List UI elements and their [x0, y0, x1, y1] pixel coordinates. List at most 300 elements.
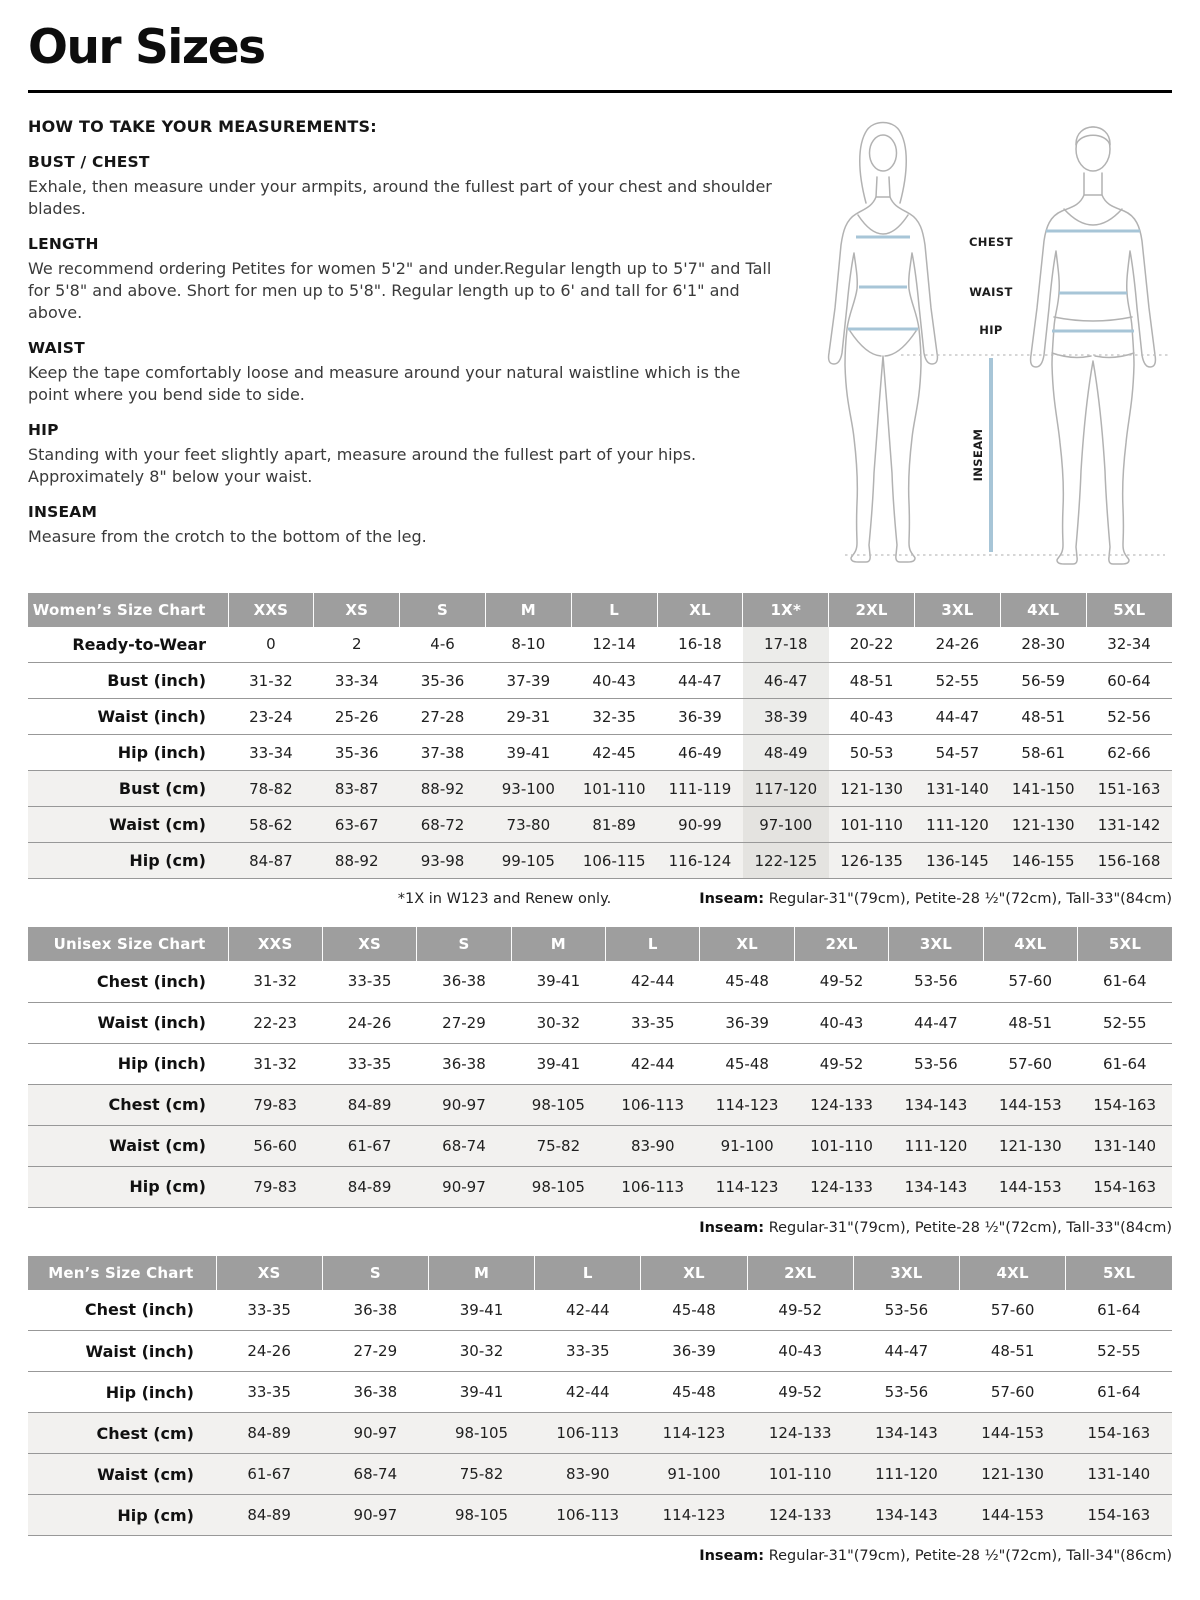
size-chart-header-row [28, 927, 1172, 961]
size-cell: 49-52 [794, 961, 888, 1002]
size-cell: 48-51 [1000, 699, 1086, 735]
size-cell: 84-89 [322, 1166, 416, 1207]
size-column-header: 5XL [1078, 927, 1172, 961]
unisex-size-chart-body [28, 961, 1172, 1207]
size-cell: 50-53 [829, 735, 915, 771]
size-column-header: XS [322, 927, 416, 961]
table-row [28, 699, 1172, 735]
size-cell: 84-89 [322, 1084, 416, 1125]
size-cell: 56-59 [1000, 663, 1086, 699]
size-cell: 27-29 [417, 1002, 511, 1043]
size-cell: 57-60 [983, 961, 1077, 1002]
size-column-header: S [417, 927, 511, 961]
female-head [870, 135, 897, 171]
size-cell: 33-35 [322, 1043, 416, 1084]
size-cell: 23-24 [228, 699, 314, 735]
size-cell: 24-26 [216, 1331, 322, 1372]
size-cell: 49-52 [747, 1372, 853, 1413]
table-row [28, 807, 1172, 843]
size-cell: 42-44 [535, 1372, 641, 1413]
row-label: Bust (cm) [28, 771, 228, 807]
size-cell: 83-90 [535, 1454, 641, 1495]
row-label: Bust (inch) [28, 663, 228, 699]
size-cell: 53-56 [889, 1043, 983, 1084]
size-cell: 36-38 [417, 961, 511, 1002]
row-label: Waist (cm) [28, 1454, 216, 1495]
instruction-title: BUST / CHEST [28, 152, 150, 171]
size-cell: 36-39 [641, 1331, 747, 1372]
size-cell: 36-39 [700, 1002, 794, 1043]
size-column-header: XXS [228, 927, 322, 961]
size-cell: 61-64 [1066, 1372, 1172, 1413]
row-label: Hip (inch) [28, 1043, 228, 1084]
instruction-hip [28, 421, 788, 488]
female-figure-outline [829, 122, 938, 562]
size-cell: 98-105 [511, 1084, 605, 1125]
size-cell: 136-145 [915, 843, 1001, 879]
mens-size-chart-header [28, 1256, 1172, 1290]
size-cell: 8-10 [485, 627, 571, 663]
size-cell: 106-115 [571, 843, 657, 879]
instruction-bust-chest [28, 153, 788, 220]
size-column-header: M [485, 593, 571, 627]
size-cell: 62-66 [1086, 735, 1172, 771]
womens-size-chart-table [28, 593, 1172, 880]
size-cell: 68-74 [322, 1454, 428, 1495]
size-cell: 106-113 [535, 1413, 641, 1454]
size-column-header: XXS [228, 593, 314, 627]
size-cell: 39-41 [511, 1043, 605, 1084]
size-cell: 49-52 [747, 1290, 853, 1331]
size-cell: 17-18 [743, 627, 829, 663]
size-cell: 24-26 [322, 1002, 416, 1043]
size-chart-title: Women’s Size Chart [28, 593, 228, 627]
size-cell: 131-140 [1066, 1454, 1172, 1495]
size-cell: 52-55 [915, 663, 1001, 699]
inseam-footnote-label: Inseam: [699, 1219, 765, 1236]
size-cell: 33-34 [228, 735, 314, 771]
size-cell: 22-23 [228, 1002, 322, 1043]
size-cell: 134-143 [889, 1166, 983, 1207]
size-cell: 121-130 [983, 1125, 1077, 1166]
mens-chart-footnotes [28, 1548, 1172, 1564]
inseam-footnote [699, 1220, 1172, 1236]
size-cell: 91-100 [700, 1125, 794, 1166]
size-cell: 144-153 [960, 1495, 1066, 1536]
size-cell: 0 [228, 627, 314, 663]
size-cell: 83-87 [314, 771, 400, 807]
size-column-header: M [428, 1256, 534, 1290]
size-cell: 61-64 [1066, 1290, 1172, 1331]
male-body [1031, 195, 1156, 564]
size-cell: 37-39 [485, 663, 571, 699]
table-row [28, 771, 1172, 807]
size-cell: 61-67 [216, 1454, 322, 1495]
size-cell: 45-48 [641, 1372, 747, 1413]
row-label: Hip (inch) [28, 1372, 216, 1413]
size-cell: 39-41 [485, 735, 571, 771]
size-cell: 63-67 [314, 807, 400, 843]
size-cell: 29-31 [485, 699, 571, 735]
size-column-header: 4XL [960, 1256, 1066, 1290]
unisex-size-chart-header [28, 927, 1172, 961]
size-cell: 31-32 [228, 961, 322, 1002]
size-cell: 45-48 [641, 1290, 747, 1331]
size-cell: 33-35 [606, 1002, 700, 1043]
size-cell: 84-87 [228, 843, 314, 879]
size-column-header: 2XL [829, 593, 915, 627]
size-cell: 39-41 [511, 961, 605, 1002]
size-cell: 154-163 [1078, 1166, 1172, 1207]
mens-size-chart-section [28, 1256, 1172, 1565]
table-row [28, 843, 1172, 879]
size-cell: 116-124 [657, 843, 743, 879]
size-cell: 39-41 [428, 1290, 534, 1331]
size-cell: 30-32 [428, 1331, 534, 1372]
size-cell: 42-45 [571, 735, 657, 771]
size-cell: 61-64 [1078, 1043, 1172, 1084]
size-cell: 33-35 [322, 961, 416, 1002]
size-cell: 45-48 [700, 1043, 794, 1084]
size-cell: 61-67 [322, 1125, 416, 1166]
size-cell: 124-133 [747, 1495, 853, 1536]
mens-size-chart-body [28, 1290, 1172, 1536]
womens-size-chart-body [28, 627, 1172, 879]
size-column-header: M [511, 927, 605, 961]
instruction-body: We recommend ordering Petites for women 5'2" and under.Regular length up to 5'7" and Tall for 5'8" and above. Short for men up to 5'8". Regular length up to 6' and tall for 6'1" and above. [28, 258, 772, 322]
size-cell: 44-47 [657, 663, 743, 699]
inseam-footnote [699, 1548, 1172, 1564]
measurement-instructions-row [28, 117, 1172, 573]
size-cell: 52-56 [1086, 699, 1172, 735]
row-label: Waist (inch) [28, 1331, 216, 1372]
size-column-header: L [535, 1256, 641, 1290]
measurement-instructions [28, 117, 788, 564]
size-cell: 45-48 [700, 961, 794, 1002]
size-cell: 33-35 [216, 1290, 322, 1331]
size-column-header: 3XL [915, 593, 1001, 627]
size-cell: 53-56 [853, 1372, 959, 1413]
size-cell: 146-155 [1000, 843, 1086, 879]
size-cell: 121-130 [829, 771, 915, 807]
one-x-footnote: *1X in W123 and Renew only. [397, 891, 612, 908]
row-label: Hip (inch) [28, 735, 228, 771]
row-label: Hip (cm) [28, 1166, 228, 1207]
inseam-footnote-text: Regular-31"(79cm), Petite-28 ½"(72cm), Tall-33"(84cm) [768, 1219, 1172, 1236]
size-cell: 79-83 [228, 1084, 322, 1125]
how-to-heading: HOW TO TAKE YOUR MEASUREMENTS: [28, 116, 377, 136]
size-cell: 2 [314, 627, 400, 663]
size-cell: 98-105 [428, 1495, 534, 1536]
row-label: Waist (inch) [28, 1002, 228, 1043]
size-column-header: 5XL [1086, 593, 1172, 627]
size-cell: 84-89 [216, 1413, 322, 1454]
size-cell: 38-39 [743, 699, 829, 735]
size-cell: 48-49 [743, 735, 829, 771]
size-cell: 124-133 [747, 1413, 853, 1454]
size-column-header: 1X* [743, 593, 829, 627]
size-column-header: 2XL [794, 927, 888, 961]
size-cell: 57-60 [983, 1043, 1077, 1084]
inseam-footnote [699, 891, 1172, 907]
unisex-size-chart-table [28, 927, 1172, 1208]
size-cell: 36-39 [657, 699, 743, 735]
size-cell: 25-26 [314, 699, 400, 735]
size-cell: 44-47 [889, 1002, 983, 1043]
instruction-inseam [28, 503, 788, 548]
size-cell: 101-110 [829, 807, 915, 843]
size-cell: 117-120 [743, 771, 829, 807]
size-cell: 20-22 [829, 627, 915, 663]
size-cell: 40-43 [829, 699, 915, 735]
size-cell: 134-143 [853, 1413, 959, 1454]
size-cell: 31-32 [228, 1043, 322, 1084]
size-cell: 52-55 [1066, 1331, 1172, 1372]
size-cell: 144-153 [983, 1166, 1077, 1207]
size-cell: 35-36 [314, 735, 400, 771]
size-cell: 131-140 [915, 771, 1001, 807]
waist-label: WAIST [969, 284, 1013, 299]
size-cell: 36-38 [417, 1043, 511, 1084]
size-column-header: L [571, 593, 657, 627]
size-cell: 44-47 [915, 699, 1001, 735]
table-row [28, 1084, 1172, 1125]
table-row [28, 1290, 1172, 1331]
size-cell: 75-82 [428, 1454, 534, 1495]
size-cell: 124-133 [794, 1084, 888, 1125]
table-row [28, 1002, 1172, 1043]
inseam-footnote-label: Inseam: [699, 891, 765, 908]
size-cell: 154-163 [1066, 1413, 1172, 1454]
size-cell: 57-60 [960, 1372, 1066, 1413]
table-row [28, 1454, 1172, 1495]
size-cell: 131-142 [1086, 807, 1172, 843]
size-column-header: 3XL [853, 1256, 959, 1290]
table-row [28, 1495, 1172, 1536]
size-cell: 46-47 [743, 663, 829, 699]
chest-label: CHEST [968, 234, 1014, 249]
inseam-footnote-text: Regular-31"(79cm), Petite-28 ½"(72cm), Tall-34"(86cm) [768, 1548, 1172, 1565]
size-cell: 73-80 [485, 807, 571, 843]
size-cell: 68-72 [400, 807, 486, 843]
size-cell: 57-60 [960, 1290, 1066, 1331]
instruction-length [28, 235, 788, 324]
size-cell: 54-57 [915, 735, 1001, 771]
size-cell: 101-110 [794, 1125, 888, 1166]
size-chart-title: Men’s Size Chart [28, 1256, 216, 1290]
size-cell: 40-43 [794, 1002, 888, 1043]
title-divider [28, 90, 1172, 93]
size-cell: 114-123 [700, 1084, 794, 1125]
row-label: Chest (cm) [28, 1413, 216, 1454]
size-cell: 93-100 [485, 771, 571, 807]
page-title: Our Sizes [28, 20, 265, 75]
table-row [28, 735, 1172, 771]
instruction-body: Keep the tape comfortably loose and measure around your natural waistline which is the point where you bend side to side. [28, 363, 741, 405]
size-cell: 106-113 [606, 1084, 700, 1125]
male-figure-outline [1031, 127, 1156, 564]
inseam-label: INSEAM [971, 428, 985, 482]
size-cell: 93-98 [400, 843, 486, 879]
size-cell: 33-35 [216, 1372, 322, 1413]
row-label: Waist (cm) [28, 1125, 228, 1166]
instruction-title: WAIST [28, 339, 85, 358]
size-cell: 88-92 [314, 843, 400, 879]
size-cell: 53-56 [889, 961, 983, 1002]
size-cell: 68-74 [417, 1125, 511, 1166]
size-cell: 33-34 [314, 663, 400, 699]
instruction-title: HIP [28, 421, 59, 440]
size-cell: 97-100 [743, 807, 829, 843]
instruction-waist [28, 339, 788, 406]
size-column-header: 2XL [747, 1256, 853, 1290]
body-diagram-svg [788, 103, 1180, 573]
size-cell: 98-105 [511, 1166, 605, 1207]
size-cell: 99-105 [485, 843, 571, 879]
size-cell: 44-47 [853, 1331, 959, 1372]
size-cell: 75-82 [511, 1125, 605, 1166]
female-body [829, 197, 938, 562]
inseam-footnote-label: Inseam: [699, 1548, 765, 1565]
size-cell: 31-32 [228, 663, 314, 699]
size-cell: 106-113 [606, 1166, 700, 1207]
size-cell: 27-28 [400, 699, 486, 735]
womens-size-chart-section [28, 593, 1172, 908]
size-cell: 88-92 [400, 771, 486, 807]
size-column-header: 3XL [889, 927, 983, 961]
size-cell: 154-163 [1066, 1495, 1172, 1536]
size-cell: 39-41 [428, 1372, 534, 1413]
size-cell: 134-143 [853, 1495, 959, 1536]
size-cell: 121-130 [960, 1454, 1066, 1495]
size-cell: 32-34 [1086, 627, 1172, 663]
size-cell: 114-123 [641, 1495, 747, 1536]
size-column-header: L [606, 927, 700, 961]
table-row [28, 1043, 1172, 1084]
size-cell: 114-123 [700, 1166, 794, 1207]
size-cell: 134-143 [889, 1084, 983, 1125]
size-cell: 58-62 [228, 807, 314, 843]
size-cell: 32-35 [571, 699, 657, 735]
size-cell: 121-130 [1000, 807, 1086, 843]
size-cell: 36-38 [322, 1290, 428, 1331]
size-cell: 124-133 [794, 1166, 888, 1207]
size-column-header: 4XL [1000, 593, 1086, 627]
size-cell: 131-140 [1078, 1125, 1172, 1166]
row-label: Hip (cm) [28, 1495, 216, 1536]
size-cell: 42-44 [535, 1290, 641, 1331]
size-cell: 4-6 [400, 627, 486, 663]
size-cell: 122-125 [743, 843, 829, 879]
table-row [28, 961, 1172, 1002]
size-cell: 48-51 [829, 663, 915, 699]
size-cell: 30-32 [511, 1002, 605, 1043]
size-column-header: XS [314, 593, 400, 627]
size-cell: 154-163 [1078, 1084, 1172, 1125]
size-cell: 126-135 [829, 843, 915, 879]
row-label: Waist (cm) [28, 807, 228, 843]
row-label: Chest (cm) [28, 1084, 228, 1125]
row-label: Chest (inch) [28, 1290, 216, 1331]
size-cell: 114-123 [641, 1413, 747, 1454]
size-cell: 60-64 [1086, 663, 1172, 699]
size-column-header: XL [700, 927, 794, 961]
size-chart-title: Unisex Size Chart [28, 927, 228, 961]
instruction-body: Measure from the crotch to the bottom of the leg. [28, 527, 427, 547]
size-cell: 98-105 [428, 1413, 534, 1454]
size-cell: 58-61 [1000, 735, 1086, 771]
size-cell: 111-120 [889, 1125, 983, 1166]
size-cell: 35-36 [400, 663, 486, 699]
size-cell: 56-60 [228, 1125, 322, 1166]
size-cell: 144-153 [983, 1084, 1077, 1125]
instruction-body: Exhale, then measure under your armpits, around the fullest part of your chest and shoulder blades. [28, 176, 772, 218]
size-column-header: XS [216, 1256, 322, 1290]
size-cell: 40-43 [747, 1331, 853, 1372]
unisex-size-chart-section [28, 927, 1172, 1236]
table-row [28, 1413, 1172, 1454]
inseam-footnote-text: Regular-31"(79cm), Petite-28 ½"(72cm), Tall-33"(84cm) [768, 891, 1172, 908]
size-column-header: 5XL [1066, 1256, 1172, 1290]
size-cell: 90-97 [322, 1413, 428, 1454]
size-cell: 52-55 [1078, 1002, 1172, 1043]
row-label: Ready-to-Wear [28, 627, 228, 663]
size-cell: 101-110 [747, 1454, 853, 1495]
table-row [28, 1125, 1172, 1166]
size-column-header: XL [641, 1256, 747, 1290]
size-cell: 27-29 [322, 1331, 428, 1372]
row-label: Chest (inch) [28, 961, 228, 1002]
size-cell: 156-168 [1086, 843, 1172, 879]
size-cell: 37-38 [400, 735, 486, 771]
size-column-header: 4XL [983, 927, 1077, 961]
womens-size-chart-header [28, 593, 1172, 627]
table-row [28, 1331, 1172, 1372]
size-cell: 36-38 [322, 1372, 428, 1413]
size-cell: 83-90 [606, 1125, 700, 1166]
size-cell: 84-89 [216, 1495, 322, 1536]
size-cell: 12-14 [571, 627, 657, 663]
instruction-title: LENGTH [28, 234, 99, 253]
size-cell: 33-35 [535, 1331, 641, 1372]
size-column-header: S [322, 1256, 428, 1290]
size-cell: 53-56 [853, 1290, 959, 1331]
size-cell: 81-89 [571, 807, 657, 843]
size-cell: 49-52 [794, 1043, 888, 1084]
size-cell: 111-120 [915, 807, 1001, 843]
unisex-chart-footnotes [28, 1220, 1172, 1236]
size-cell: 106-113 [535, 1495, 641, 1536]
body-measurement-diagram [788, 103, 1180, 573]
hip-label: HIP [979, 322, 1003, 337]
table-row [28, 663, 1172, 699]
size-cell: 78-82 [228, 771, 314, 807]
mens-size-chart-table [28, 1256, 1172, 1537]
table-row [28, 1166, 1172, 1207]
womens-chart-footnotes [28, 891, 1172, 907]
size-cell: 24-26 [915, 627, 1001, 663]
size-cell: 141-150 [1000, 771, 1086, 807]
size-cell: 28-30 [1000, 627, 1086, 663]
size-cell: 90-97 [322, 1495, 428, 1536]
row-label: Hip (cm) [28, 843, 228, 879]
size-cell: 90-99 [657, 807, 743, 843]
table-row [28, 627, 1172, 663]
size-cell: 40-43 [571, 663, 657, 699]
size-cell: 61-64 [1078, 961, 1172, 1002]
size-cell: 90-97 [417, 1084, 511, 1125]
size-chart-header-row [28, 1256, 1172, 1290]
